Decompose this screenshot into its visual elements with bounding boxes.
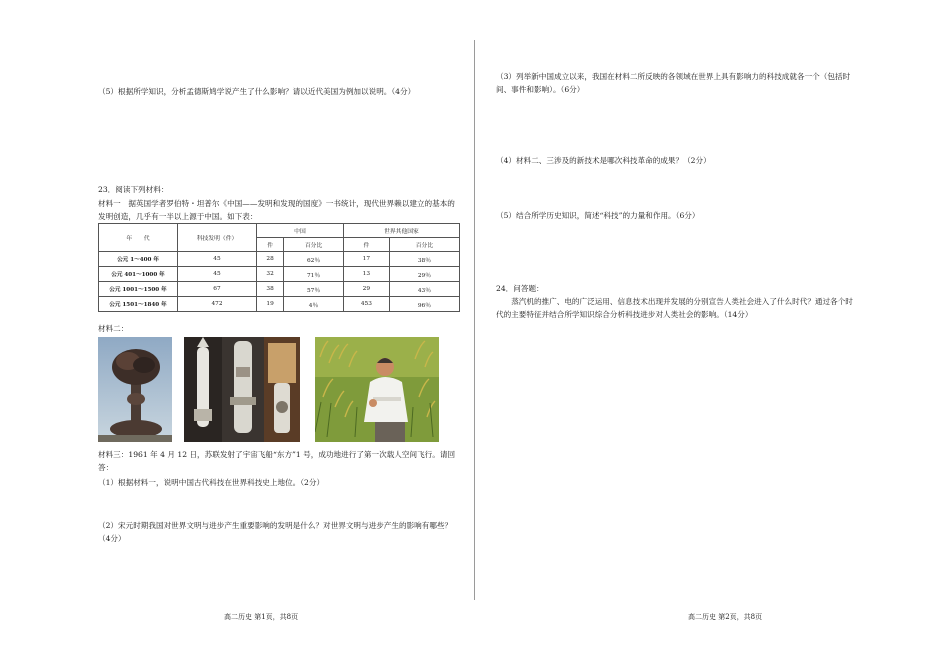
table-cell-cn-pct: 62％ [284,252,344,267]
table-cell-era: 公元 1501～1840 年 [99,297,178,312]
rice-field-scientist-photo [315,337,439,442]
question-23-2: （2）宋元时期我国对世界文明与进步产生重要影响的发明是什么？对世界文明与进步产生的影响有哪些？（4分） [98,521,453,543]
question-23-3: （3）列举新中国成立以来，我国在材料二所反映的各领域在世界上具有影响力的科技成就各一个（包括时间、事件和影响）。（6分） [496,72,851,94]
table-row [99,297,460,312]
table-cell-cn: 38 [257,282,284,297]
table-header-w-pct: 百分比 [389,238,459,252]
question-23-1: （1）根据材料一，说明中国古代科技在世界科技史上地位。（2分） [98,478,325,487]
table-row [99,252,460,267]
question-23-5: （5）结合所学历史知识，简述“科技”的力量和作用。（6分） [496,211,700,220]
table-cell-w: 29 [343,282,389,297]
table-cell-cn: 19 [257,297,284,312]
table-cell-w-pct: 96％ [389,297,459,312]
table-cell-cn-pct: 57％ [284,282,344,297]
table-header-cn-pct: 百分比 [284,238,344,252]
table-cell-total: 67 [178,282,257,297]
table-cell-w-pct: 29％ [389,267,459,282]
table-row [99,282,460,297]
page-footer-left: 高二历史 第1页，共8页 [224,613,299,621]
table-cell-w: 453 [343,297,389,312]
page-footer-right: 高二历史 第2页，共8页 [688,613,763,621]
question-24-title: 24．问答题： [496,284,544,293]
rocket-collage-photo [184,337,300,442]
material-3: 材料三：1961 年 4 月 12 日，苏联发射了宇宙飞船“东方”1 号，成功地进行了第一次载人空间飞行。请回答： [98,450,456,472]
table-cell-total: 45 [178,252,257,267]
table-cell-w: 17 [343,252,389,267]
table-header-cn-count: 件 [257,238,284,252]
table-cell-cn: 28 [257,252,284,267]
table-cell-w: 13 [343,267,389,282]
table-cell-total: 472 [178,297,257,312]
question-23-title: 23．阅读下列材料： [98,185,169,194]
page-divider [474,40,475,600]
question-5-left: （5）根据所学知识，分析孟德斯鸠学说产生了什么影响？请以近代美国为例加以说明。（4分） [98,87,416,96]
mushroom-cloud-photo [98,337,172,442]
table-cell-era: 公元 1001～1500 年 [99,282,178,297]
table-cell-cn-pct: 71％ [284,267,344,282]
table-cell-era: 公元 401～1000 年 [99,267,178,282]
table-cell-era: 公元 1～400 年 [99,252,178,267]
table-header-w-count: 件 [343,238,389,252]
invention-table [98,223,460,312]
table-row [99,267,460,282]
material-2-label: 材料二： [98,324,129,333]
table-header-era: 年 代 [99,224,178,252]
question-23-4: （4）材料二、三涉及的新技术是哪次科技革命的成果？（2分） [496,156,711,165]
table-cell-w-pct: 43％ [389,282,459,297]
table-header-world: 世界其他国家 [343,224,459,238]
question-24-body: 蒸汽机的推广、电的广泛运用、信息技术出现并发展的分别宣告人类社会进入了什么时代？通过各个时代的主要特征并结合所学知识综合分析科技进步对人类社会的影响。（14分） [496,297,853,319]
material-1: 材料一 据英国学者罗伯特・坦普尔《中国——发明和发现的国度》一书统计，现代世界赖以建立的基本的发明创造，几乎有一半以上源于中国。如下表： [98,199,455,221]
table-cell-cn: 32 [257,267,284,282]
table-header-china: 中国 [257,224,344,238]
table-header-total: 科技发明（件） [178,224,257,252]
page-2 [476,0,950,658]
table-cell-cn-pct: 4％ [284,297,344,312]
table-cell-total: 45 [178,267,257,282]
table-cell-w-pct: 38％ [389,252,459,267]
